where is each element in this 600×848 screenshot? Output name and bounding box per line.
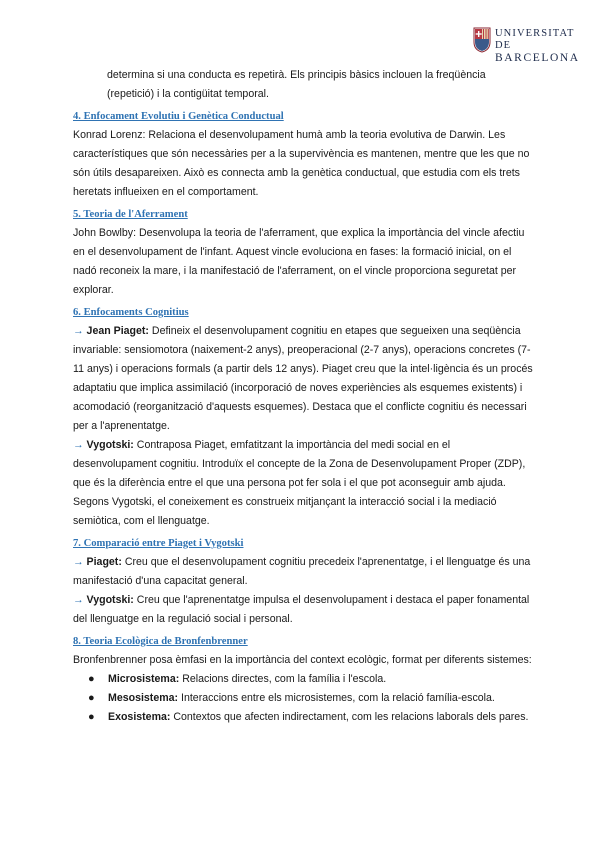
bullet-icon: ● xyxy=(88,711,95,723)
section-4-heading: 4. Enfocament Evolutiu i Genètica Conductual xyxy=(73,111,284,122)
section-7-heading: 7. Comparació entre Piaget i Vygotski xyxy=(73,538,244,549)
systems-list xyxy=(73,670,533,727)
piaget-name: Piaget: xyxy=(86,556,122,568)
university-logo xyxy=(473,27,580,64)
section-7-vygotski-paragraph xyxy=(73,591,533,629)
bullet-icon: ● xyxy=(88,673,95,685)
piaget-text: Creu que el desenvolupament cognitiu precedeix l'aprenentatge, i el llenguatge és una manifestació d'una capacitat general. xyxy=(73,556,531,587)
section-6-vygotski-paragraph xyxy=(73,436,533,531)
section-5-heading: 5. Teoria de l'Aferrament xyxy=(73,209,188,220)
list-item-text: Relacions directes, com la família i l'escola. xyxy=(179,673,387,685)
section-8-intro: Bronfenbrenner posa èmfasi en la importància del context ecològic, format per diferents sistemes: xyxy=(73,654,532,666)
arrow-icon: → xyxy=(73,556,84,568)
list-item xyxy=(73,708,533,727)
continuation-paragraph: determina si una conducta es repetirà. Els principis bàsics inclouen la freqüència (repetició) i la contigüitat temporal. xyxy=(107,69,486,100)
piaget-name: Jean Piaget: xyxy=(86,325,149,337)
section-6-heading: 6. Enfocaments Cognitius xyxy=(73,307,189,318)
arrow-icon: → xyxy=(73,594,84,606)
list-item xyxy=(73,689,533,708)
vygotski-text: Creu que l'aprenentatge impulsa el desenvolupament i destaca el paper fonamental del llenguatge en la regulació social i personal. xyxy=(73,594,530,625)
piaget-text: Defineix el desenvolupament cognitiu en etapes que segueixen una seqüència invariable: sensiomotora (naixement-2 anys), preoperacional (2-7 anys), operacions concretes (7-11 anys) i operacions formals (a partir dels 12 anys). Piaget creu que la intel·ligència és un procés adaptatiu que implica assimilació (incorporació de noves experiències als esquemes existents) i acomodació (reorganització d'aquests esquemes). Destaca que el conflicte cognitiu és necessari per a l'aprenentatge. xyxy=(73,325,533,432)
section-5-paragraph: John Bowlby: Desenvolupa la teoria de l'aferrament, que explica la importància del vincle afectiu en el desenvolupament de l'infant. Aquest vincle evoluciona en fases: la formació inicial, on el nadó reconeix la mare, i la manifestació de l'aferrament, on el vincle proporciona seguretat per explorar. xyxy=(73,227,525,296)
list-item-text: Interaccions entre els microsistemes, com la relació família-escola. xyxy=(178,692,495,704)
university-shield-icon xyxy=(473,27,491,53)
list-item xyxy=(73,670,533,689)
section-8-heading: 8. Teoria Ecològica de Bronfenbrenner xyxy=(73,636,248,647)
list-item-term: Exosistema: xyxy=(108,711,171,723)
logo-line-1: UNIVERSITAT DE xyxy=(495,28,575,51)
arrow-icon: → xyxy=(73,439,84,451)
vygotski-text: Contraposa Piaget, emfatitzant la importància del medi social en el desenvolupament cognitiu. Introduïx el concepte de la Zona de Desenvolupament Proper (ZDP), que és la diferència entre el que una persona pot fer sola i el que pot aconseguir amb ajuda. Segons Vygotski, el coneixement es construeix mitjançant la interacció social i la mediació semiòtica, com el llenguatge. xyxy=(73,439,526,527)
document-body xyxy=(73,66,533,727)
list-item-text: Contextos que afecten indirectament, com les relacions laborals dels pares. xyxy=(170,711,529,723)
vygotski-name: Vygotski: xyxy=(86,439,134,451)
section-7-piaget-paragraph xyxy=(73,553,533,591)
bullet-icon: ● xyxy=(88,692,95,704)
section-6-piaget-paragraph xyxy=(73,322,533,436)
list-item-term: Mesosistema: xyxy=(108,692,179,704)
list-item-term: Microsistema: xyxy=(108,673,180,685)
arrow-icon: → xyxy=(73,325,84,337)
section-4-paragraph: Konrad Lorenz: Relaciona el desenvolupament humà amb la teoria evolutiva de Darwin. Les característiques que són necessàries per a la supervivència es mantenen, mentre que les que no són útils desapareixen. Això es connecta amb la genètica conductual, que estudia com els trets heretats influeixen en el comportament. xyxy=(73,129,530,198)
logo-line-2: BARCELONA xyxy=(495,52,580,64)
vygotski-name: Vygotski: xyxy=(86,594,134,606)
